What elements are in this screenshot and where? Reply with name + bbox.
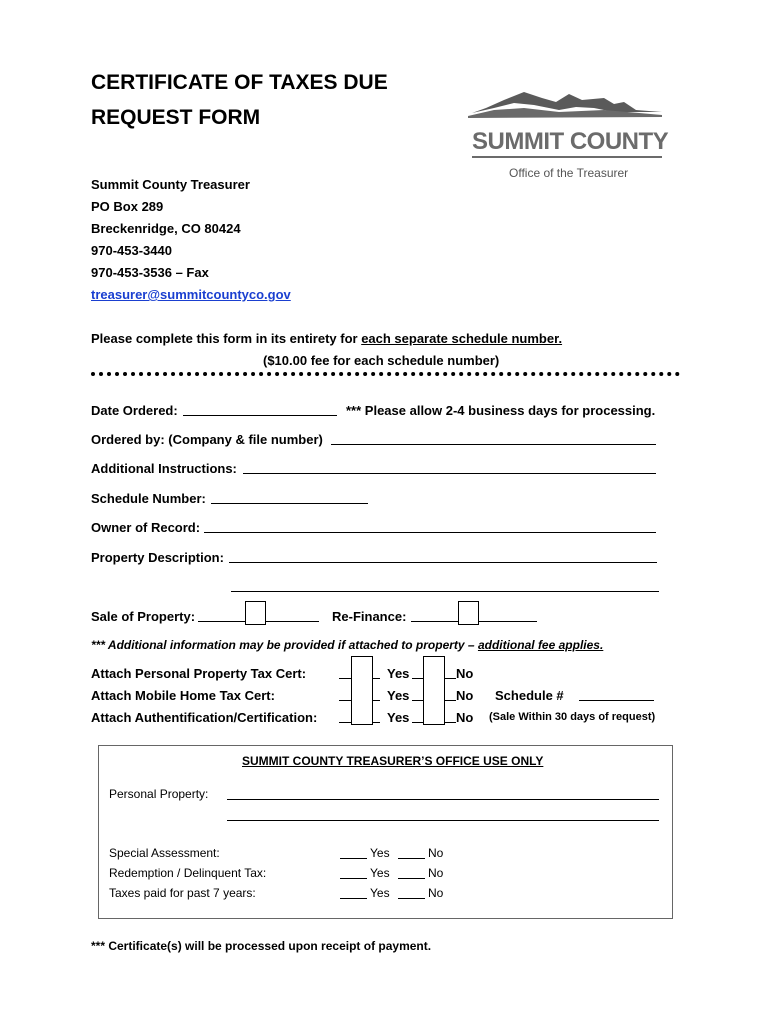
logo-name: SUMMIT COUNTY	[472, 128, 669, 155]
taxes-paid-no: No	[428, 886, 444, 900]
instructions-prefix: Please complete this form in its entirety for	[91, 331, 362, 346]
address-line3: Breckenridge, CO 80424	[91, 221, 241, 236]
special-assessment-no: No	[428, 846, 444, 860]
footer-note: *** Certificate(s) will be processed upon receipt of payment.	[91, 939, 432, 953]
logo-divider	[472, 156, 662, 158]
additional-info-prefix: *** Additional information may be provided if attached to property –	[91, 638, 478, 652]
special-assessment-yes-line[interactable]	[340, 858, 367, 859]
additional-info-emphasis: additional fee applies.	[477, 638, 604, 652]
date-ordered-label: Date Ordered:	[91, 403, 178, 418]
treasurer-address	[91, 174, 291, 306]
email-link[interactable]: treasurer@summitcountyco.gov	[91, 287, 291, 302]
special-assessment-no-line[interactable]	[398, 858, 425, 859]
owner-of-record-field[interactable]	[204, 532, 656, 533]
instructions-line	[91, 331, 562, 346]
fax-number: 970-453-3536 – Fax	[91, 265, 209, 280]
sale-of-property-checkbox[interactable]	[245, 601, 266, 625]
redemption-no-line[interactable]	[398, 878, 425, 879]
additional-instructions-label: Additional Instructions:	[91, 461, 237, 476]
instructions-emphasis: each separate schedule number.	[361, 331, 563, 346]
property-description-field-2[interactable]	[231, 591, 659, 592]
attach-mobile-no: No	[456, 688, 474, 703]
owner-of-record-label: Owner of Record:	[91, 520, 201, 535]
attach-auth-label: Attach Authentification/Certification:	[91, 710, 318, 725]
form-title-line1: CERTIFICATE OF TAXES DUE	[91, 71, 388, 94]
attach-personal-label: Attach Personal Property Tax Cert:	[91, 666, 307, 681]
schedule-number-label: Schedule Number:	[91, 491, 206, 506]
personal-property-label: Personal Property:	[109, 787, 209, 801]
taxes-paid-yes-line[interactable]	[340, 898, 367, 899]
refinance-label: Re-Finance:	[332, 609, 407, 624]
redemption-no: No	[428, 866, 444, 880]
schedule-hash-label: Schedule #	[495, 688, 564, 703]
special-assessment-yes: Yes	[370, 846, 390, 860]
ordered-by-field[interactable]	[331, 444, 656, 445]
attach-mobile-label: Attach Mobile Home Tax Cert:	[91, 688, 275, 703]
office-use-box	[98, 745, 673, 919]
property-description-field[interactable]	[229, 562, 657, 563]
property-description-label: Property Description:	[91, 550, 224, 565]
additional-instructions-field[interactable]	[243, 473, 656, 474]
refinance-checkbox[interactable]	[458, 601, 479, 625]
taxes-paid-no-line[interactable]	[398, 898, 425, 899]
attach-yes-checkbox-column[interactable]	[351, 656, 373, 725]
logo-subtitle: Office of the Treasurer	[509, 166, 629, 180]
address-line2: PO Box 289	[91, 199, 164, 214]
attach-personal-no: No	[456, 666, 474, 681]
attach-mobile-yes: Yes	[387, 688, 410, 703]
office-use-heading: SUMMIT COUNTY TREASURER’S OFFICE USE ONLY	[242, 754, 544, 768]
sale-within-note: (Sale Within 30 days of request)	[489, 711, 656, 723]
address-line1: Summit County Treasurer	[91, 177, 250, 192]
special-assessment-label: Special Assessment:	[109, 846, 220, 860]
taxes-paid-label: Taxes paid for past 7 years:	[109, 886, 256, 900]
attach-auth-no: No	[456, 710, 474, 725]
attach-personal-yes: Yes	[387, 666, 410, 681]
date-ordered-field[interactable]	[183, 415, 337, 416]
summit-county-logo	[464, 88, 669, 188]
redemption-yes-line[interactable]	[340, 878, 367, 879]
additional-info-note	[91, 638, 603, 652]
personal-property-field-2[interactable]	[227, 820, 659, 821]
phone-number: 970-453-3440	[91, 243, 172, 258]
ordered-by-label: Ordered by: (Company & file number)	[91, 432, 323, 447]
attach-no-checkbox-column[interactable]	[423, 656, 445, 725]
personal-property-field[interactable]	[227, 799, 659, 800]
attach-auth-yes: Yes	[387, 710, 410, 725]
taxes-paid-yes: Yes	[370, 886, 390, 900]
schedule-hash-field[interactable]	[579, 700, 654, 701]
dotted-divider	[91, 372, 680, 376]
processing-note: *** Please allow 2-4 business days for processing.	[346, 403, 656, 418]
redemption-label: Redemption / Delinquent Tax:	[109, 866, 267, 880]
redemption-yes: Yes	[370, 866, 390, 880]
fee-note: ($10.00 fee for each schedule number)	[263, 353, 500, 368]
form-title-line2: REQUEST FORM	[91, 106, 261, 129]
sale-of-property-label: Sale of Property:	[91, 609, 196, 624]
schedule-number-field[interactable]	[211, 503, 368, 504]
